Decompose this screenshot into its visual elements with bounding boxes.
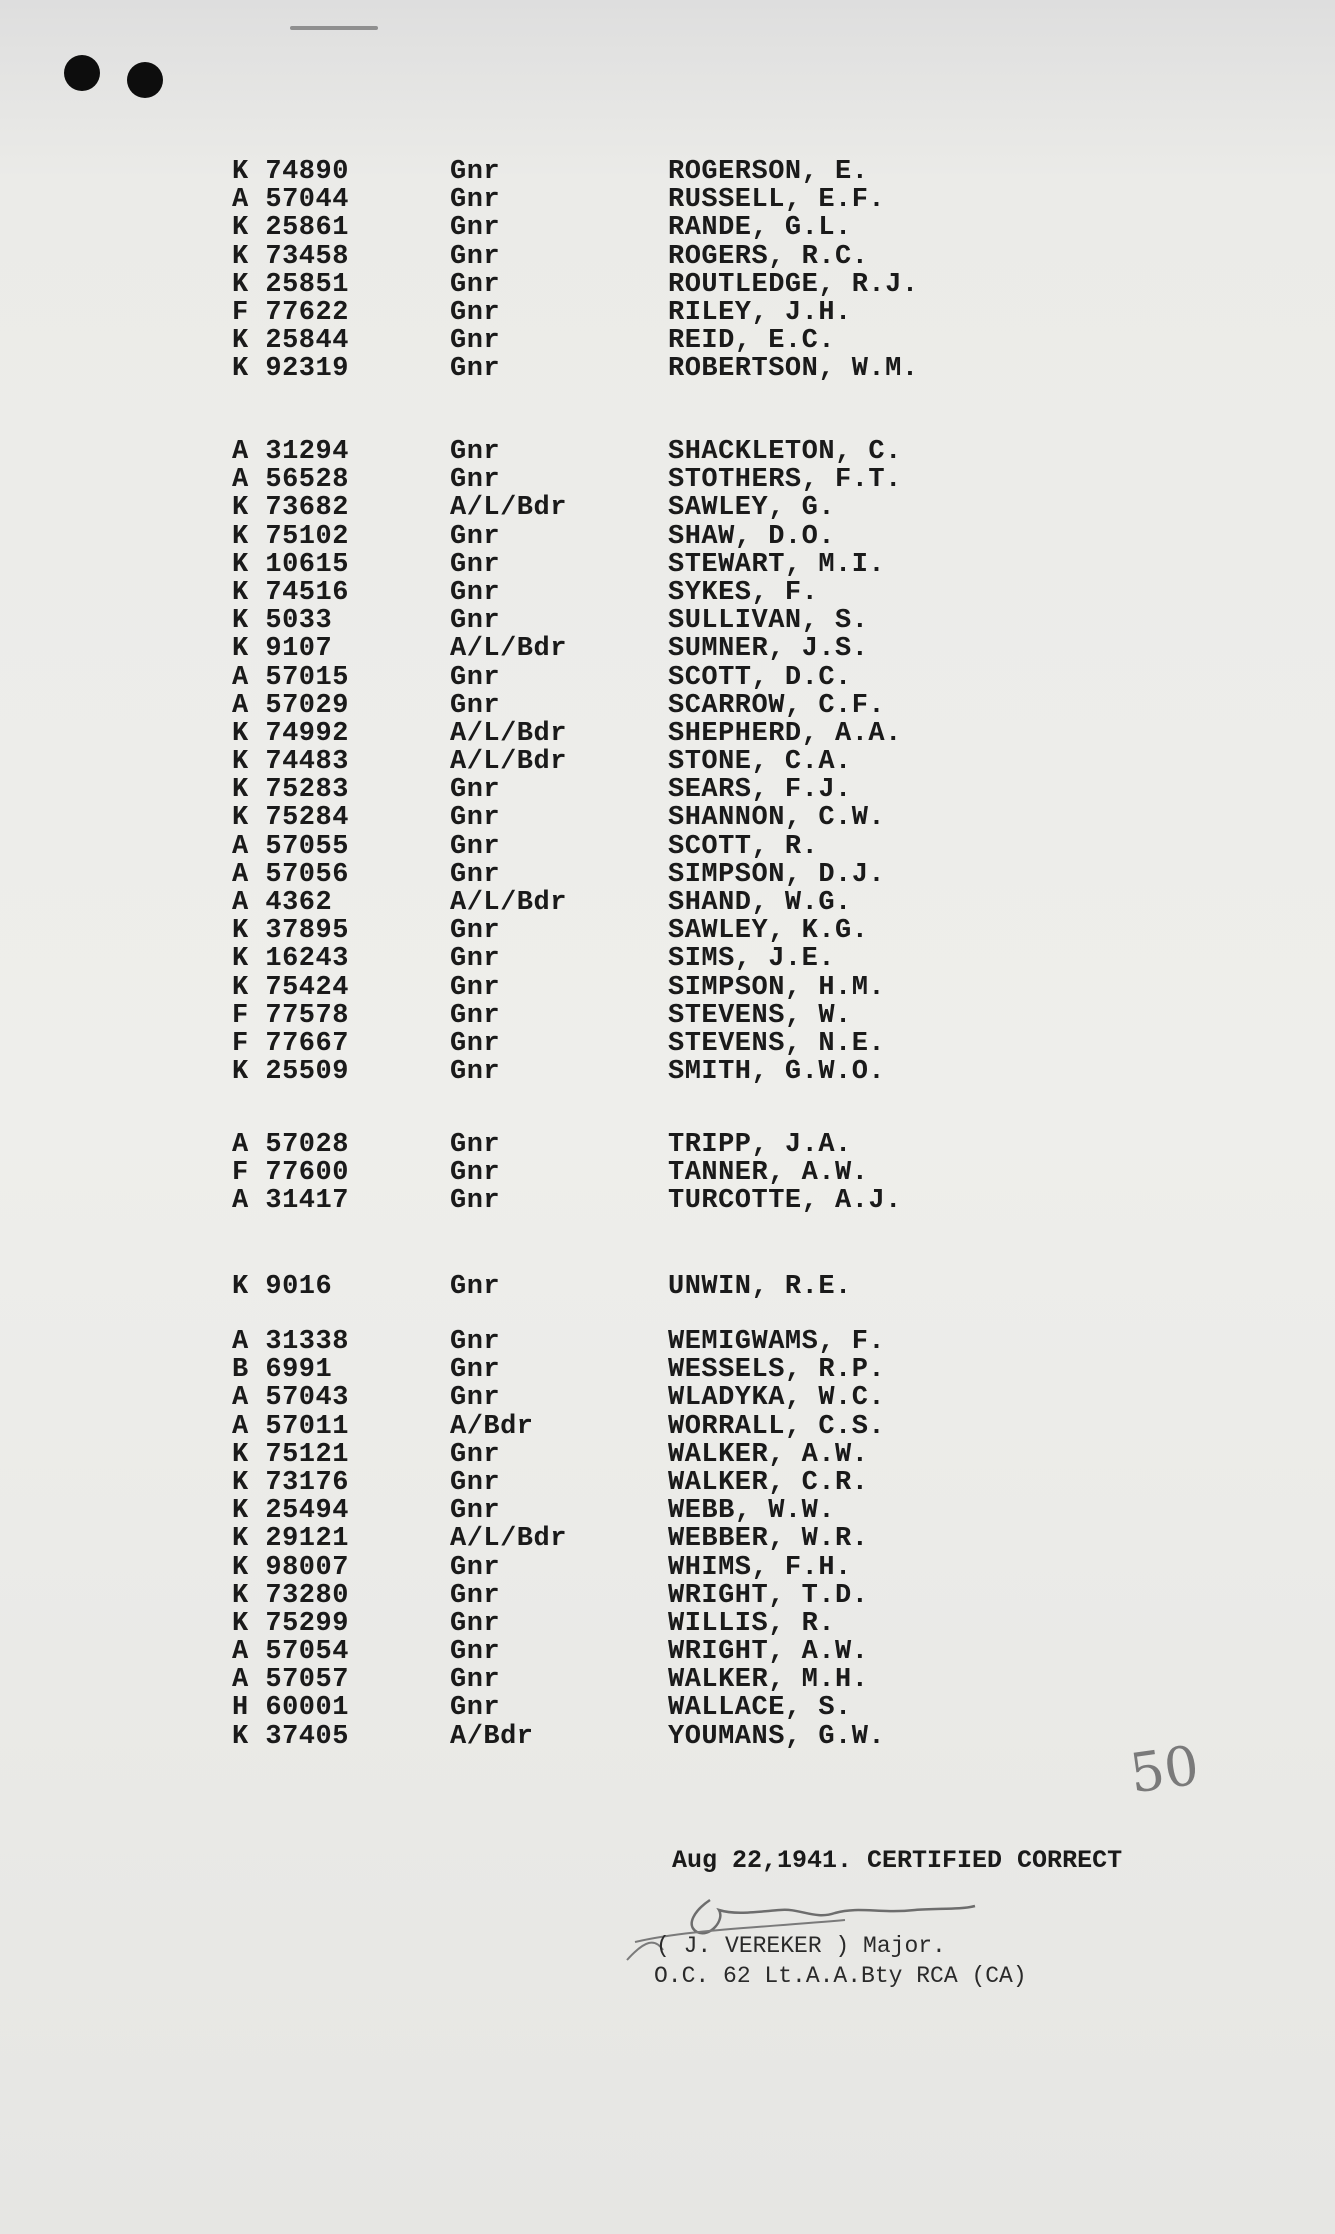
service-number: K 10615 bbox=[232, 549, 349, 580]
service-number: A 31294 bbox=[232, 437, 349, 467]
soldier-name: SYKES, F. bbox=[668, 577, 819, 608]
rank: Gnr bbox=[450, 1000, 501, 1031]
soldier-name: TRIPP, J.A. bbox=[668, 1130, 852, 1160]
rank: Gnr bbox=[450, 297, 501, 328]
rank: Gnr bbox=[450, 803, 501, 834]
service-number: K 73280 bbox=[232, 1580, 349, 1611]
rank: Gnr bbox=[450, 1580, 501, 1611]
service-number: A 57044 bbox=[232, 185, 349, 216]
roster-row bbox=[0, 917, 1335, 945]
soldier-name: SIMPSON, D.J. bbox=[668, 859, 886, 890]
service-number: F 77600 bbox=[232, 1158, 349, 1189]
soldier-name: SAWLEY, K.G. bbox=[668, 916, 869, 947]
roster-row bbox=[0, 861, 1335, 889]
rank: Gnr bbox=[450, 1130, 501, 1160]
rank: Gnr bbox=[450, 1439, 501, 1470]
soldier-name: WHIMS, F.H. bbox=[668, 1552, 852, 1583]
service-number: A 56528 bbox=[232, 465, 349, 496]
service-number: K 75102 bbox=[232, 521, 349, 552]
service-number: A 57054 bbox=[232, 1637, 349, 1668]
roster-row bbox=[0, 833, 1335, 861]
rank: Gnr bbox=[450, 1028, 501, 1059]
soldier-name: SAWLEY, G. bbox=[668, 493, 836, 524]
service-number: K 74890 bbox=[232, 157, 349, 187]
rank: Gnr bbox=[450, 577, 501, 608]
soldier-name: WALKER, C.R. bbox=[668, 1467, 869, 1498]
soldier-name: SCOTT, D.C. bbox=[668, 662, 852, 693]
soldier-name: WEMIGWAMS, F. bbox=[668, 1327, 886, 1357]
rank: Gnr bbox=[450, 1467, 501, 1498]
roster-row bbox=[0, 1159, 1335, 1187]
service-number: K 75299 bbox=[232, 1608, 349, 1639]
service-number: H 60001 bbox=[232, 1693, 349, 1724]
soldier-name: WORRALL, C.S. bbox=[668, 1411, 886, 1442]
soldier-name: RUSSELL, E.F. bbox=[668, 185, 886, 216]
roster-row bbox=[0, 1638, 1335, 1666]
soldier-name: SMITH, G.W.O. bbox=[668, 1057, 886, 1088]
service-number: K 75284 bbox=[232, 803, 349, 834]
soldier-name: SIMPSON, H.M. bbox=[668, 972, 886, 1003]
rank: Gnr bbox=[450, 241, 501, 272]
rank: Gnr bbox=[450, 1552, 501, 1583]
signer-unit: O.C. 62 Lt.A.A.Bty RCA (CA) bbox=[654, 1963, 1027, 1989]
service-number: K 9107 bbox=[232, 634, 333, 665]
soldier-name: STEWART, M.I. bbox=[668, 549, 886, 580]
roster-row bbox=[0, 1666, 1335, 1694]
roster-row bbox=[0, 1610, 1335, 1638]
service-number: A 57043 bbox=[232, 1383, 349, 1414]
handwritten-page-number: 50 bbox=[1125, 1733, 1203, 1806]
rank: Gnr bbox=[450, 606, 501, 637]
soldier-name: REID, E.C. bbox=[668, 326, 836, 357]
roster-row bbox=[0, 1384, 1335, 1412]
roster-row bbox=[0, 466, 1335, 494]
roster-row bbox=[0, 158, 1335, 186]
soldier-name: WALLACE, S. bbox=[668, 1693, 852, 1724]
roster-row bbox=[0, 1273, 1335, 1301]
service-number: A 31417 bbox=[232, 1186, 349, 1217]
service-number: F 77667 bbox=[232, 1028, 349, 1059]
rank: Gnr bbox=[450, 1186, 501, 1217]
service-number: K 75121 bbox=[232, 1439, 349, 1470]
roster-row bbox=[0, 635, 1335, 663]
roster-row bbox=[0, 186, 1335, 214]
rank: Gnr bbox=[450, 213, 501, 244]
rank: Gnr bbox=[450, 465, 501, 496]
roster-row bbox=[0, 1582, 1335, 1610]
soldier-name: WILLIS, R. bbox=[668, 1608, 836, 1639]
soldier-name: SEARS, F.J. bbox=[668, 775, 852, 806]
roster-group-w bbox=[0, 1328, 1335, 1751]
roster-row bbox=[0, 1554, 1335, 1582]
service-number: K 74992 bbox=[232, 718, 349, 749]
service-number: K 37405 bbox=[232, 1721, 349, 1752]
service-number: K 73458 bbox=[232, 241, 349, 272]
rank: Gnr bbox=[450, 354, 501, 385]
service-number: K 75283 bbox=[232, 775, 349, 806]
soldier-name: RILEY, J.H. bbox=[668, 297, 852, 328]
roster-row bbox=[0, 889, 1335, 917]
roster-row bbox=[0, 974, 1335, 1002]
soldier-name: SHEPHERD, A.A. bbox=[668, 718, 902, 749]
roster-row bbox=[0, 438, 1335, 466]
roster-row bbox=[0, 1497, 1335, 1525]
roster-row bbox=[0, 748, 1335, 776]
roster-row bbox=[0, 1469, 1335, 1497]
service-number: K 73682 bbox=[232, 493, 349, 524]
soldier-name: WESSELS, R.P. bbox=[668, 1355, 886, 1386]
service-number: F 77622 bbox=[232, 297, 349, 328]
soldier-name: SULLIVAN, S. bbox=[668, 606, 869, 637]
service-number: K 25851 bbox=[232, 269, 349, 300]
service-number: K 29121 bbox=[232, 1524, 349, 1555]
rank: Gnr bbox=[450, 1355, 501, 1386]
soldier-name: WEBBER, W.R. bbox=[668, 1524, 869, 1555]
roster-row bbox=[0, 523, 1335, 551]
roster-row bbox=[0, 664, 1335, 692]
roster-row bbox=[0, 1187, 1335, 1215]
soldier-name: WALKER, M.H. bbox=[668, 1665, 869, 1696]
rank: Gnr bbox=[450, 944, 501, 975]
rank: Gnr bbox=[450, 859, 501, 890]
rank: Gnr bbox=[450, 916, 501, 947]
service-number: A 57011 bbox=[232, 1411, 349, 1442]
rank: Gnr bbox=[450, 1496, 501, 1527]
service-number: A 31338 bbox=[232, 1327, 349, 1357]
soldier-name: WLADYKA, W.C. bbox=[668, 1383, 886, 1414]
punch-hole-right bbox=[127, 62, 163, 98]
roster-row bbox=[0, 692, 1335, 720]
service-number: A 57028 bbox=[232, 1130, 349, 1160]
rank: Gnr bbox=[450, 1665, 501, 1696]
roster-row bbox=[0, 1356, 1335, 1384]
rank: A/L/Bdr bbox=[450, 747, 567, 778]
service-number: B 6991 bbox=[232, 1355, 333, 1386]
roster-row bbox=[0, 1694, 1335, 1722]
roster-row bbox=[0, 776, 1335, 804]
rank: Gnr bbox=[450, 1383, 501, 1414]
service-number: K 73176 bbox=[232, 1467, 349, 1498]
soldier-name: WALKER, A.W. bbox=[668, 1439, 869, 1470]
soldier-name: STOTHERS, F.T. bbox=[668, 465, 902, 496]
top-margin-mark bbox=[290, 26, 378, 30]
rank: Gnr bbox=[450, 972, 501, 1003]
roster-row bbox=[0, 551, 1335, 579]
soldier-name: RANDE, G.L. bbox=[668, 213, 852, 244]
service-number: K 25861 bbox=[232, 213, 349, 244]
roster-group-r bbox=[0, 158, 1335, 384]
rank: Gnr bbox=[450, 185, 501, 216]
roster-group-u bbox=[0, 1273, 1335, 1301]
service-number: K 37895 bbox=[232, 916, 349, 947]
certification-line: Aug 22,1941. CERTIFIED CORRECT bbox=[672, 1846, 1123, 1875]
soldier-name: WEBB, W.W. bbox=[668, 1496, 836, 1527]
rank: A/L/Bdr bbox=[450, 888, 567, 918]
signer-name: ( J. VEREKER ) Major. bbox=[656, 1933, 946, 1959]
roster-row bbox=[0, 327, 1335, 355]
service-number: K 9016 bbox=[232, 1272, 333, 1302]
soldier-name: SCOTT, R. bbox=[668, 831, 819, 862]
soldier-name: STEVENS, N.E. bbox=[668, 1028, 886, 1059]
soldier-name: STONE, C.A. bbox=[668, 747, 852, 778]
roster-row bbox=[0, 1058, 1335, 1086]
rank: A/L/Bdr bbox=[450, 493, 567, 524]
rank: Gnr bbox=[450, 521, 501, 552]
soldier-name: SHANNON, C.W. bbox=[668, 803, 886, 834]
service-number: A 4362 bbox=[232, 888, 333, 918]
service-number: A 57029 bbox=[232, 690, 349, 721]
punch-hole-left bbox=[64, 55, 100, 91]
service-number: K 25844 bbox=[232, 326, 349, 357]
roster-row bbox=[0, 243, 1335, 271]
soldier-name: WRIGHT, T.D. bbox=[668, 1580, 869, 1611]
soldier-name: STEVENS, W. bbox=[668, 1000, 852, 1031]
service-number: A 57056 bbox=[232, 859, 349, 890]
rank: Gnr bbox=[450, 326, 501, 357]
rank: Gnr bbox=[450, 1327, 501, 1357]
service-number: K 92319 bbox=[232, 354, 349, 385]
service-number: A 57015 bbox=[232, 662, 349, 693]
roster-row bbox=[0, 1413, 1335, 1441]
rank: Gnr bbox=[450, 1272, 501, 1302]
rank: Gnr bbox=[450, 775, 501, 806]
service-number: K 75424 bbox=[232, 972, 349, 1003]
service-number: K 25509 bbox=[232, 1057, 349, 1088]
soldier-name: SHAND, W.G. bbox=[668, 888, 852, 918]
rank: Gnr bbox=[450, 1057, 501, 1088]
service-number: A 57055 bbox=[232, 831, 349, 862]
rank: Gnr bbox=[450, 549, 501, 580]
roster-row bbox=[0, 1525, 1335, 1553]
roster-row bbox=[0, 214, 1335, 242]
soldier-name: SHACKLETON, C. bbox=[668, 437, 902, 467]
roster-row bbox=[0, 720, 1335, 748]
rank: Gnr bbox=[450, 1637, 501, 1668]
roster-row bbox=[0, 579, 1335, 607]
rank: Gnr bbox=[450, 269, 501, 300]
service-number: K 25494 bbox=[232, 1496, 349, 1527]
roster-row bbox=[0, 607, 1335, 635]
soldier-name: ROUTLEDGE, R.J. bbox=[668, 269, 919, 300]
soldier-name: UNWIN, R.E. bbox=[668, 1272, 852, 1302]
roster-row bbox=[0, 945, 1335, 973]
rank: A/Bdr bbox=[450, 1411, 534, 1442]
soldier-name: SIMS, J.E. bbox=[668, 944, 836, 975]
rank: A/L/Bdr bbox=[450, 634, 567, 665]
service-number: K 74516 bbox=[232, 577, 349, 608]
service-number: F 77578 bbox=[232, 1000, 349, 1031]
roster-row bbox=[0, 1328, 1335, 1356]
soldier-name: SHAW, D.O. bbox=[668, 521, 836, 552]
rank: Gnr bbox=[450, 1693, 501, 1724]
rank: Gnr bbox=[450, 662, 501, 693]
service-number: K 74483 bbox=[232, 747, 349, 778]
rank: Gnr bbox=[450, 690, 501, 721]
roster-row bbox=[0, 299, 1335, 327]
service-number: K 98007 bbox=[232, 1552, 349, 1583]
rank: Gnr bbox=[450, 831, 501, 862]
service-number: K 5033 bbox=[232, 606, 333, 637]
soldier-name: YOUMANS, G.W. bbox=[668, 1721, 886, 1752]
roster-row bbox=[0, 1030, 1335, 1058]
roster-row bbox=[0, 1131, 1335, 1159]
service-number: K 16243 bbox=[232, 944, 349, 975]
soldier-name: ROBERTSON, W.M. bbox=[668, 354, 919, 385]
soldier-name: WRIGHT, A.W. bbox=[668, 1637, 869, 1668]
rank: A/L/Bdr bbox=[450, 1524, 567, 1555]
roster-group-t bbox=[0, 1131, 1335, 1216]
rank: A/Bdr bbox=[450, 1721, 534, 1752]
rank: A/L/Bdr bbox=[450, 718, 567, 749]
soldier-name: ROGERSON, E. bbox=[668, 157, 869, 187]
roster-row bbox=[0, 804, 1335, 832]
roster-group-s bbox=[0, 438, 1335, 1086]
service-number: A 57057 bbox=[232, 1665, 349, 1696]
soldier-name: TANNER, A.W. bbox=[668, 1158, 869, 1189]
roster-row bbox=[0, 1441, 1335, 1469]
soldier-name: TURCOTTE, A.J. bbox=[668, 1186, 902, 1217]
roster-row bbox=[0, 271, 1335, 299]
roster-row bbox=[0, 355, 1335, 383]
roster-row bbox=[0, 494, 1335, 522]
soldier-name: SUMNER, J.S. bbox=[668, 634, 869, 665]
rank: Gnr bbox=[450, 1158, 501, 1189]
rank: Gnr bbox=[450, 157, 501, 187]
soldier-name: SCARROW, C.F. bbox=[668, 690, 886, 721]
rank: Gnr bbox=[450, 1608, 501, 1639]
roster-row bbox=[0, 1002, 1335, 1030]
rank: Gnr bbox=[450, 437, 501, 467]
soldier-name: ROGERS, R.C. bbox=[668, 241, 869, 272]
